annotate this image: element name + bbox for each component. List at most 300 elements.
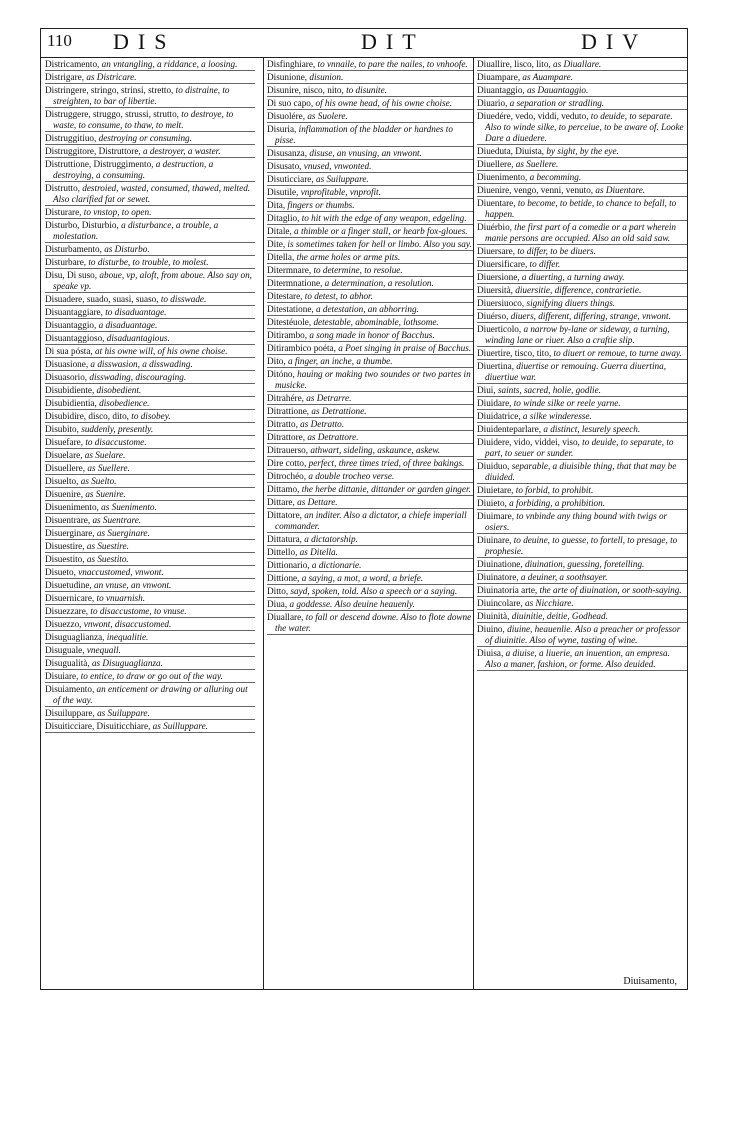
entry-definition: to vnbinde any thing bound with twigs or osiers. (485, 510, 668, 532)
dictionary-entry (45, 566, 255, 579)
entry-headword: Dittatore, (267, 509, 302, 520)
dictionary-entry (267, 225, 473, 238)
entry-headword: Disuria, (267, 123, 297, 134)
dictionary-entry (267, 392, 473, 405)
dictionary-entry (477, 221, 687, 245)
entry-definition: as Ditella. (299, 546, 338, 557)
dictionary-entry (477, 171, 687, 184)
entry-definition: to disaccustome, to vnuse. (90, 605, 187, 616)
entry-headword: Disuestito, (45, 553, 85, 564)
entry-definition: perfect, three times tried, of three bakings. (308, 457, 465, 468)
dictionary-entry (45, 410, 255, 423)
entry-definition: as Detrattione. (311, 405, 367, 416)
entry-headword: Disuernicare, (45, 592, 95, 603)
entry-definition: disswading, discouraging. (89, 371, 187, 382)
entry-headword: Diuérbio, (477, 221, 512, 232)
entry-definition: a forbiding, a prohibition. (509, 497, 606, 508)
entry-definition: a silke winderesse. (522, 410, 592, 421)
entry-headword: Diuidenteparlare, (477, 423, 542, 434)
dictionary-entry (477, 460, 687, 484)
entry-headword: Dittare, (267, 496, 295, 507)
entry-headword: Disturbamento, (45, 243, 102, 254)
entry-headword: Distruggitiuo, (45, 132, 97, 143)
dictionary-entry (45, 158, 255, 182)
entry-definition: destroied, wasted, consumed, thawed, melted. Also clarified fat or sewet. (53, 182, 251, 204)
dictionary-entry (267, 110, 473, 123)
entry-headword: Diuersiuoco, (477, 297, 525, 308)
entry-definition: as Suenire. (85, 488, 126, 499)
entry-headword: Diuidere, vido, viddei, viso, (477, 436, 580, 447)
column-head-2: DIT (361, 29, 425, 54)
entry-definition: the arme holes or arme pits. (296, 251, 401, 262)
dictionary-entry (267, 444, 473, 457)
dictionary-entry (45, 256, 255, 269)
dictionary-entry (45, 475, 255, 488)
entry-definition: as Suellere. (87, 462, 130, 473)
dictionary-entry (267, 546, 473, 559)
dictionary-entry (45, 108, 255, 132)
entry-definition: a disaduantage. (98, 319, 158, 330)
dictionary-entry (267, 173, 473, 186)
dictionary-entry (45, 145, 255, 158)
entry-headword: Diuampare, (477, 71, 521, 82)
entry-headword: Diueduta, Diuista, (477, 145, 545, 156)
entry-headword: Dita, (267, 199, 286, 210)
dictionary-entry (267, 457, 473, 470)
dictionary-entry (267, 199, 473, 212)
entry-headword: Ditrattione, (267, 405, 310, 416)
dictionary-entry (267, 84, 473, 97)
entry-definition: to detest, to abhor. (304, 290, 373, 301)
entry-headword: Disuenimento, (45, 501, 99, 512)
entry-definition: disuse, an vnusing, an vnwont. (309, 147, 422, 158)
entry-definition: an inditer. Also a dictator, a chiefe imperiall commander. (275, 509, 467, 531)
dictionary-entry (477, 534, 687, 558)
entry-headword: Ditermnare, (267, 264, 312, 275)
entry-headword: Disuadere, suado, suasi, suaso, (45, 293, 159, 304)
entry-definition: as Detrattore. (307, 431, 359, 442)
entry-headword: Disugualità, (45, 657, 90, 668)
entry-definition: signifying diuers things. (526, 297, 616, 308)
entry-headword: Disfinghiare, (267, 58, 316, 69)
entry-headword: Ditirambo, (267, 329, 308, 340)
entry-definition: a dictionarie. (311, 559, 362, 570)
dictionary-entry (477, 384, 687, 397)
entry-headword: Ditestare, (267, 290, 303, 301)
entry-headword: Disuguale, (45, 644, 85, 655)
dictionary-entry (45, 332, 255, 345)
dictionary-entry (477, 258, 687, 271)
dictionary-entry (477, 197, 687, 221)
entry-headword: Ditestatione, (267, 303, 314, 314)
entry-headword: Distrigare, (45, 71, 85, 82)
dictionary-entry (45, 707, 255, 720)
entry-definition: as Dettare. (297, 496, 338, 507)
dictionary-entry (477, 158, 687, 171)
entry-definition: a detestation, an abhorring. (316, 303, 419, 314)
dictionary-entry (267, 572, 473, 585)
dictionary-entry (477, 245, 687, 258)
column-head-3: DIV (581, 29, 648, 54)
entry-headword: Diuinatore, (477, 571, 519, 582)
entry-definition: a separation or stradling. (509, 97, 605, 108)
dictionary-entry (45, 319, 255, 332)
entry-headword: Diuidare, (477, 397, 512, 408)
entry-definition: as Disturbo. (104, 243, 150, 254)
entry-headword: Distruttione, Distruggimento, (45, 158, 154, 169)
entry-definition: diuinitie, deitie, Godhead. (511, 610, 608, 621)
dictionary-entry (45, 644, 255, 657)
entry-definition: as Suiluppare. (315, 173, 369, 184)
dictionary-entry (45, 462, 255, 475)
entry-definition: diuers, different, differing, strange, vnwont. (510, 310, 671, 321)
dictionary-entry (45, 657, 255, 670)
entry-definition: to determine, to resolue. (313, 264, 403, 275)
entry-headword: Disuiticciare, Disuiticchiare, (45, 720, 151, 731)
entry-headword: Disuestire, (45, 540, 85, 551)
entry-headword: Diuinatoria arte, (477, 584, 538, 595)
entry-definition: a destroyer, a waster. (143, 145, 221, 156)
catchword: Diuisamento, (623, 976, 677, 987)
dictionary-entry (267, 58, 473, 71)
dictionary-entry (267, 585, 473, 598)
dictionary-entry (477, 184, 687, 197)
dictionary-entry (477, 397, 687, 410)
dictionary-entry (267, 431, 473, 444)
dictionary-entry (45, 384, 255, 397)
entry-definition: as Diuallare. (553, 58, 602, 69)
entry-headword: Ditella, (267, 251, 295, 262)
dictionary-entry (45, 527, 255, 540)
entry-definition: to vnnaile, to pare the nailes, to vnhoofe. (317, 58, 468, 69)
entry-headword: Ditto, (267, 585, 289, 596)
dictionary-entry (45, 345, 255, 358)
entry-definition: as Suestire. (86, 540, 129, 551)
entry-definition: to forbid, to prohibit. (515, 484, 594, 495)
entry-headword: Diuertire, tisco, tito, (477, 347, 552, 358)
dictionary-entry (45, 397, 255, 410)
entry-headword: Ditrahére, (267, 392, 304, 403)
entry-headword: Disu, Di suso, (45, 269, 98, 280)
entry-definition: diuination, guessing, foretelling. (524, 558, 645, 569)
dictionary-entry (477, 310, 687, 323)
dictionary-entry (267, 186, 473, 199)
entry-definition: to hit with the edge of any weapon, edgeling. (301, 212, 467, 223)
entry-definition: inflammation of the bladder or hardnes to pisse. (275, 123, 453, 145)
dictionary-entry (477, 360, 687, 384)
entry-definition: a dictatorship. (304, 533, 358, 544)
dictionary-entry (45, 423, 255, 436)
entry-headword: Ditale, (267, 225, 292, 236)
dictionary-entry (45, 540, 255, 553)
entry-definition: a song made in honor of Bacchus. (309, 329, 435, 340)
dictionary-entry (477, 323, 687, 347)
entry-definition: of his owne head, of his owne choise. (315, 97, 453, 108)
entry-headword: Disuezzo, (45, 618, 82, 629)
dictionary-entry (267, 405, 473, 418)
entry-definition: a becomming. (529, 171, 582, 182)
dictionary-entry (45, 683, 255, 707)
entry-headword: Ditrauerso, (267, 444, 309, 455)
dictionary-entry (477, 58, 687, 71)
entry-definition: as Suiluppare. (97, 707, 150, 718)
entry-headword: Ditirambico poéta, (267, 342, 336, 353)
entry-definition: at his owne will, of his owne choise. (95, 345, 228, 356)
entry-headword: Districamento, (45, 58, 100, 69)
entry-headword: Disuiluppare, (45, 707, 95, 718)
entry-headword: Diuenimento, (477, 171, 528, 182)
dictionary-entry (267, 342, 473, 355)
entry-headword: Distringere, stringo, strinsi, stretto, (45, 84, 174, 95)
dictionary-entry (477, 97, 687, 110)
dictionary-entry (267, 559, 473, 572)
entry-definition: an vntangling, a riddance, a loosing. (101, 58, 238, 69)
dictionary-entry (267, 303, 473, 316)
entry-headword: Disturbare, (45, 256, 87, 267)
entry-headword: Diuantaggio, (477, 84, 525, 95)
dictionary-entry (267, 329, 473, 342)
dictionary-entry (45, 592, 255, 605)
entry-definition: a diuise, a liuerie, an inuention, an empresa. Also a maner, fashion, or forme. Also deuided. (485, 647, 670, 669)
dictionary-entry (267, 160, 473, 173)
entry-headword: Disusanza, (267, 147, 308, 158)
entry-definition: fingers or thumbs. (287, 199, 355, 210)
entry-headword: Disturbo, Disturbio, (45, 219, 119, 230)
dictionary-entry (477, 436, 687, 460)
entry-definition: a narrow by-lane or sideway, a turning, winding lane or riuer. Also a craftie slip. (485, 323, 670, 345)
dictionary-entry (45, 206, 255, 219)
dictionary-entry (45, 720, 255, 733)
dictionary-entry (477, 145, 687, 158)
entry-definition: a determination, a resolution. (324, 277, 434, 288)
entry-definition: hauing or making two soundes or two partes in musicke. (275, 368, 471, 390)
dictionary-entry (267, 97, 473, 110)
entry-definition: as Detrarre. (306, 392, 352, 403)
entry-headword: Di suo capo, (267, 97, 314, 108)
dictionary-entry (477, 410, 687, 423)
entry-definition: vnequall. (86, 644, 121, 655)
dictionary-entry (45, 306, 255, 319)
entry-headword: Diuenire, vengo, venni, venuto, (477, 184, 594, 195)
dictionary-entry (477, 497, 687, 510)
dictionary-entry (45, 84, 255, 108)
entry-headword: Diuidatrice, (477, 410, 521, 421)
dictionary-entry (45, 618, 255, 631)
entry-headword: Disuetudine, (45, 579, 92, 590)
entry-definition: to differ. (529, 258, 561, 269)
dictionary-entry (267, 368, 473, 392)
entry-definition: as Suentrare. (92, 514, 142, 525)
entry-headword: Diua, (267, 598, 288, 609)
entry-headword: Disuticciare, (267, 173, 314, 184)
entry-definition: as Disuguaglianza. (91, 657, 163, 668)
entry-definition: by sight, by the eye. (546, 145, 619, 156)
entry-definition: the first part of a comedie or a part wherein manie persons are occupied. Also an old said saw. (485, 221, 676, 243)
entry-headword: Disuenire, (45, 488, 84, 499)
dictionary-entry (45, 219, 255, 243)
entry-definition: vnwont, disaccustomed. (83, 618, 172, 629)
dictionary-entry (477, 597, 687, 610)
entry-headword: Diuedére, vedo, viddi, veduto, (477, 110, 589, 121)
running-header (41, 29, 687, 58)
entry-headword: Disturare, (45, 206, 82, 217)
entry-definition: athwart, sideling, askaunce, askew. (310, 444, 441, 455)
entry-headword: Diuinatione, (477, 558, 523, 569)
entry-headword: Disusato, (267, 160, 302, 171)
dictionary-entry (477, 510, 687, 534)
dictionary-page (40, 28, 688, 990)
entry-definition: to diuert or remoue, to turne away. (553, 347, 682, 358)
entry-definition: a deuiner, a soothsayer. (520, 571, 608, 582)
entry-definition: separable, a diuisible thing, that that may be diuided. (485, 460, 677, 482)
entry-definition: a distinct, lesurely speech. (543, 423, 641, 434)
entry-definition: an enticement or drawing or alluring out of the way. (53, 683, 248, 705)
entry-headword: Disuasione, (45, 358, 89, 369)
dictionary-entry (45, 579, 255, 592)
dictionary-entry (267, 251, 473, 264)
dictionary-entry (267, 496, 473, 509)
entry-headword: Disuelare, (45, 449, 83, 460)
entry-headword: Disueto, (45, 566, 76, 577)
entry-headword: Diuentare, (477, 197, 516, 208)
dictionary-entry (267, 598, 473, 611)
entry-headword: Diuerticolo, (477, 323, 522, 334)
entry-headword: Dittatura, (267, 533, 302, 544)
entry-definition: as Detratto. (300, 418, 345, 429)
dictionary-entry (477, 558, 687, 571)
dictionary-entry (267, 316, 473, 329)
entry-headword: Dittionario, (267, 559, 310, 570)
dictionary-entry (45, 182, 255, 206)
dictionary-entry (45, 371, 255, 384)
dictionary-entry (267, 533, 473, 546)
entry-definition: diuertise or remouing. Guerra diuertina, diuertiue war. (485, 360, 667, 382)
entry-definition: to vnuarnish. (96, 592, 146, 603)
entry-headword: Ditaglio, (267, 212, 300, 223)
entry-headword: Dite, (267, 238, 286, 249)
dictionary-entry (267, 470, 473, 483)
entry-definition: as Suellere. (515, 158, 559, 169)
entry-definition: a goddesse. Also deuine heauenly. (289, 598, 415, 609)
entry-definition: a disswasion, a disswading. (90, 358, 193, 369)
dictionary-entry (267, 212, 473, 225)
entry-headword: Diuallire, lisco, lito, (477, 58, 551, 69)
entry-headword: Dittamo, (267, 483, 300, 494)
entry-definition: sayd, spoken, told. Also a speech or a saying. (290, 585, 458, 596)
entry-headword: Disuolére, (267, 110, 306, 121)
dictionary-entry (267, 355, 473, 368)
entry-headword: Diuimare, (477, 510, 514, 521)
entry-definition: a saying, a mot, a word, a briefe. (301, 572, 424, 583)
entry-definition: saints, sacred, holie, godlie. (497, 384, 601, 395)
entry-definition: an vnuse, an vnwont. (94, 579, 172, 590)
entry-headword: Ditestéuole, (267, 316, 312, 327)
entry-headword: Di sua pósta, (45, 345, 93, 356)
entry-definition: to entice, to draw or go out of the way. (80, 670, 223, 681)
dictionary-entry (45, 605, 255, 618)
entry-definition: diuine, heauenlie. Also a preacher or professor of diuinitie. Also of wyne, tasting of wine. (485, 623, 681, 645)
entry-headword: Diuallare, (267, 611, 304, 622)
entry-headword: Diuario, (477, 97, 508, 108)
entry-definition: to disaccustome. (85, 436, 147, 447)
entry-definition: as Suerginare. (96, 527, 150, 538)
dictionary-entry (267, 611, 473, 635)
dictionary-entry (267, 277, 473, 290)
entry-definition: as Auampare. (522, 71, 573, 82)
entry-headword: Diuersione, (477, 271, 520, 282)
entry-definition: as Districare. (86, 71, 137, 82)
entry-definition: disunion. (309, 71, 344, 82)
dictionary-entry (45, 488, 255, 501)
entry-definition: as Suolere. (307, 110, 348, 121)
entry-headword: Diuietare, (477, 484, 514, 495)
entry-headword: Disuefare, (45, 436, 84, 447)
entry-definition: a destruction, a destroying, a consuming. (53, 158, 214, 180)
entry-definition: to disswade. (160, 293, 207, 304)
dictionary-entry (45, 553, 255, 566)
dictionary-entry (267, 264, 473, 277)
dictionary-entry (45, 132, 255, 145)
entry-definition: disobedience. (99, 397, 150, 408)
entry-headword: Diuino, (477, 623, 505, 634)
entry-headword: Disubidientia, (45, 397, 97, 408)
entry-definition: to destroye, to waste, to consume, to thaw, to melt. (53, 108, 234, 130)
dictionary-entry (477, 571, 687, 584)
dictionary-entry (477, 647, 687, 671)
dictionary-entry (45, 436, 255, 449)
entry-headword: Diuertina, (477, 360, 514, 371)
entry-headword: Disutile, (267, 186, 299, 197)
entry-headword: Disuguaglianza, (45, 631, 105, 642)
entry-headword: Disunione, (267, 71, 308, 82)
dictionary-entry (477, 347, 687, 360)
entry-definition: to disturbe, to trouble, to molest. (88, 256, 209, 267)
entry-definition: to deuide, to separate, to part, to seuer or sunder. (485, 436, 674, 458)
entry-definition: disaduantagious. (106, 332, 170, 343)
dictionary-entry (45, 501, 255, 514)
entry-definition: inequalitie. (106, 631, 149, 642)
entry-headword: Diuiduo, (477, 460, 510, 471)
entry-definition: to differ, to be diuers. (517, 245, 596, 256)
dictionary-entry (477, 271, 687, 284)
entry-definition: to disobey. (131, 410, 171, 421)
entry-definition: to deuine, to guesse, to fortell, to presage, to prophesie. (485, 534, 678, 556)
entry-headword: Disubidire, disco, dito, (45, 410, 129, 421)
entry-headword: Disuasorio, (45, 371, 88, 382)
entry-headword: Disuiamento, (45, 683, 95, 694)
entry-definition: destroying or consuming. (98, 132, 192, 143)
entry-headword: Disubito, (45, 423, 79, 434)
dictionary-entry (45, 243, 255, 256)
page-number: 110 (47, 31, 72, 50)
dictionary-entry (477, 584, 687, 597)
entry-headword: Diuersità, (477, 284, 513, 295)
entry-definition: to disaduantage. (105, 306, 167, 317)
entry-definition: as Suenimento. (101, 501, 157, 512)
entry-headword: Distruggere, struggo, strussi, strutto, (45, 108, 179, 119)
dictionary-entry (45, 293, 255, 306)
entry-definition: as Dauantaggio. (527, 84, 589, 95)
dictionary-entry (267, 238, 473, 251)
dictionary-entry (45, 71, 255, 84)
entry-headword: Diuisa, (477, 647, 504, 658)
entry-headword: Diuinità, (477, 610, 510, 621)
entry-headword: Ditrattore, (267, 431, 306, 442)
dictionary-entry (477, 297, 687, 310)
entry-headword: Ditóno, (267, 368, 295, 379)
entry-definition: to become, to betide, to chance to befall, to happen. (485, 197, 677, 219)
entry-definition: as Nicchiare. (524, 597, 574, 608)
